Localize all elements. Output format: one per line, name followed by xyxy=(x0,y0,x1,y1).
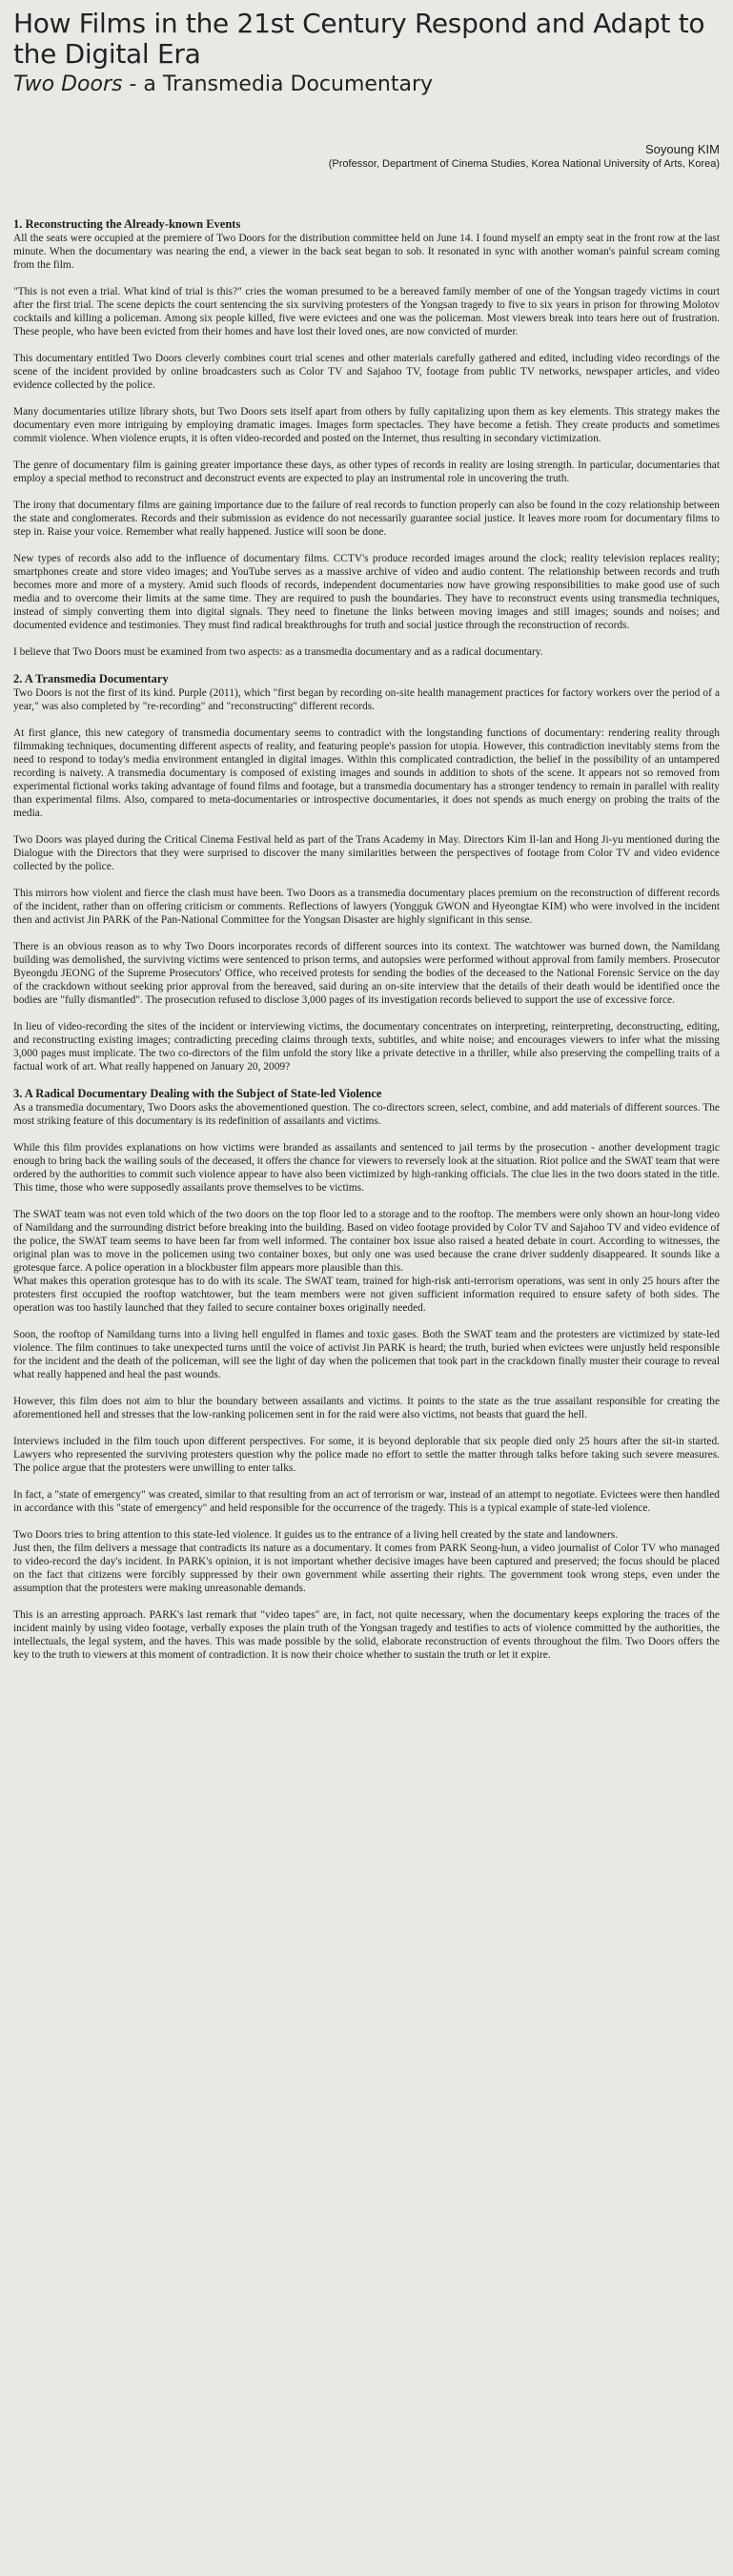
paragraph: New types of records also add to the influence of documentary films. CCTV's produce recorded images around the clock; reality television replaces reality; smartphones create and store video images; and YouTube serves as a massive archive of video and audio content. The relationship between records and truth becomes more and more of a mystery. Amid such floods of records, independent documentaries now have growing responsibilities to make good use of such media and to overcome their limits at the same time. They are required to push the boundaries. They have to reconstruct events using transmedia techniques, instead of simply converting them into digital signals. They need to finetune the links between moving images and still images; sounds and noises; and documented evidence and testimonies. They must find radical breakthroughs for truth and social justice through the reconstruction of records. xyxy=(13,553,720,631)
article-title: How Films in the 21st Century Respond and Adapt to the Digital Era xyxy=(13,8,705,70)
paragraph: The SWAT team was not even told which of the two doors on the top floor led to a storage and to the rooftop. The members were only shown an hour-long video of Namildang and the surrounding district before breaking into the building. Based on video footage provided by Color TV and Sajahoo TV and video evidence of the police, the SWAT team seems to have been far from well informed. The container box issue also raised a heated debate in court. According to witnesses, the original plan was to move in the policemen using two container boxes, but only one was used because the crane driver suddenly disappeared. It sounds like a grotesque farce. A police operation in a blockbuster film appears more plausible than this. xyxy=(13,1209,720,1274)
paragraph: Two Doors is not the first of its kind. Purple (2011), which "first began by recording on-site health management practices for factory workers over the period of a year," was also completed by "re-recording" and "reconstructing" different records. xyxy=(13,687,720,712)
paragraph: "This is not even a trial. What kind of trial is this?" cries the woman presumed to be a bereaved family member of one of the Yongsan tragedy victims in court after the first trial. The scene depicts the court sentencing the six surviving protesters of the Yongsan tragedy to five to six years in prison for throwing Molotov cocktails and killing a policeman. Among six people killed, five were evictees and one was the policeman. Most viewers break into tears here out of frustration. These people, who have been evicted from their homes and have lost their loved ones, are now convicted of murder. xyxy=(13,286,720,337)
paragraph: Two Doors tries to bring attention to this state-led violence. It guides us to the entrance of a living hell created by the state and landowners. xyxy=(13,1529,619,1541)
paragraph: This is an arresting approach. PARK's last remark that "video tapes" are, in fact, not quite necessary, when the documentary keeps exploring the traces of the incident mainly by using video footage, verbally exposes the plain truth of the Yongsan tragedy and testifies to acts of violence committed by the authorities, the intellectuals, the legal system, and the haves. This was made possible by the solid, elaborate reconstruction of events throughout the film. Two Doors offers the key to the truth to viewers at this moment of contradiction. It is now their choice whether to sustain the truth or let it expire. xyxy=(13,1609,720,1661)
paragraph: While this film provides explanations on how victims were branded as assailants and sentenced to jail terms by the prosecution - another development tragic enough to bring back the wailing souls of the deceased, it offers the chance for viewers to reversely look at the situation. Riot police and the SWAT team that were ordered by the authorities to commit such violence appear to have also been victimized by high-ranking officials. The clue lies in the two doors stated in the title. This time, those who were supposedly assailants prove themselves to be victims. xyxy=(13,1142,720,1194)
author-block xyxy=(13,141,720,172)
paragraph: In lieu of video-recording the sites of the incident or interviewing victims, the documentary concentrates on interpreting, reinterpreting, deconstructing, editing, and reconstructing existing images; contradicting preceding claims through texts, subtitles, and white noise; and encourages viewers to infer what the missing 3,000 pages must implicate. The two co-directors of the film unfold the story like a private detective in a thriller, while also preserving the compelling traits of a factual work of art. What really happened on January 20, 2009? xyxy=(13,1021,720,1073)
paragraph: At first glance, this new category of transmedia documentary seems to contradict with the longstanding functions of documentary: rendering reality through filmmaking techniques, documenting different aspects of reality, and featuring people's passion for utopia. However, this contradiction inevitably stems from the need to respond to today's media environment entangled in digital images. Within this complicated contradiction, the belief in the possibility of an untampered recording is naivety. A transmedia documentary is composed of existing images and sounds in addition to shots of the scene. It appears not so removed from experimental fictional works taking advantage of found films and footage, but a transmedia documentary has a stronger tendency to remain in parallel with reality than experimental films. Also, compared to meta-documentaries or introspective documentaries, it does not spends as much energy on probing the traits of the media. xyxy=(13,727,720,819)
paragraph: The genre of documentary film is gaining greater importance these days, as other types of records in reality are losing strength. In particular, documentaries that employ a special method to reconstruct and deconstruct events are expected to play an instrumental role in uncovering the truth. xyxy=(13,460,720,484)
section-heading: 3. A Radical Documentary Dealing with the Subject of State-led Violence xyxy=(13,1087,382,1100)
paragraph: However, this film does not aim to blur the boundary between assailants and victims. It points to the state as the true assailant responsible for creating the aforementioned hell and stresses that the low-ranking policemen sent in for the raid were also victims, not beasts that guard the hell. xyxy=(13,1396,720,1421)
paragraph: Interviews included in the film touch upon different perspectives. For some, it is beyond deplorable that six people died only 25 hours after the sit-in started. Lawyers who represented the surviving protesters question why the police made no effort to settle the matter through talks before taking such severe measures. The police argue that the protesters were unwilling to enter talks. xyxy=(13,1436,720,1474)
article-subtitle xyxy=(13,72,720,98)
paragraph: This mirrors how violent and fierce the clash must have been. Two Doors as a transmedia documentary places premium on the reconstruction of different records of the incident, rather than on offering criticism or comments. Reflections of lawyers (Yongguk GWON and Hyeongtae KIM) who were involved in the incident then and activist Jin PARK of the Pan-National Committee for the Yongsan Disaster are highly significant in this sense. xyxy=(13,888,720,926)
paragraph: What makes this operation grotesque has to do with its scale. The SWAT team, trained for high-risk anti-terrorism operations, was sent in only 25 hours after the protesters first occupied the rooftop watchtower, but the team members were not given sufficient information required to ensure safety of both sides. The operation was too hastily launched that they failed to secure container boxes originally needed. xyxy=(13,1276,720,1314)
paragraph: Two Doors was played during the Critical Cinema Festival held as part of the Trans Academy in May. Directors Kim Il-lan and Hong Ji-yu mentioned during the Dialogue with the Directors that they were surprised to discover the many similarities between the perspectives of footage from Color TV and video evidence collected by the police. xyxy=(13,834,720,872)
subtitle-film-name: Two Doors xyxy=(13,72,123,96)
paragraph: I believe that Two Doors must be examined from two aspects: as a transmedia documentary and as a radical documentary. xyxy=(13,646,543,658)
paragraph: There is an obvious reason as to why Two Doors incorporates records of different sources into its context. The watchtower was burned down, the Namildang building was demolished, the surviving victims were sentenced to prison terms, and autopsies were performed without approval from family members. Prosecutor Byeongdu JEONG of the Supreme Prosecutors' Office, who received protests for sending the bodies of the deceased to the National Forensic Service on the day of the crackdown without seeking prior approval from the bereaved, said during an on-site interview that the details of their death would be identified once the bodies are "fully dismantled". The prosecution refused to disclose 3,000 pages of its investigation records believed to support the use of excessive force. xyxy=(13,941,720,1006)
author-name: Soyoung KIM xyxy=(644,142,720,156)
paragraph: In fact, a "state of emergency" was created, similar to that resulting from an act of terrorism or war, instead of an attempt to negotiate. Evictees were then handled in accordance with this "state of emergency" and held responsible for the occurrence of the tragedy. This is a typical example of state-led violence. xyxy=(13,1489,720,1514)
paragraph: Just then, the film delivers a message that contradicts its nature as a documentary. It comes from PARK Seong-hun, a video journalist of Color TV who managed to video-record the day's incident. In PARK's opinion, it is not important whether decisive images have been captured and preserved; the focus should be placed on the fact that citizens were forcibly suppressed by their own government while asserting their rights. The government took wrong steps, even under the assumption that the protesters were making unreasonable demands. xyxy=(13,1543,720,1594)
section-heading: 2. A Transmedia Documentary xyxy=(13,672,169,685)
paragraph: As a transmedia documentary, Two Doors asks the abovementioned question. The co-directors screen, select, combine, and add materials of different sources. The most striking feature of this documentary is its redefinition of assailants and victims. xyxy=(13,1102,720,1127)
paragraph: Many documentaries utilize library shots, but Two Doors sets itself apart from others by fully capitalizing upon them as key elements. This strategy makes the documentary even more intriguing by employing dramatic images. Images form spectacles. They have become a fetish. They create products and sometimes commit violence. When violence erupts, it is often video-recorded and posted on the Internet, thus resulting in secondary victimization. xyxy=(13,406,720,444)
author-affiliation: (Professor, Department of Cinema Studies, Korea National University of Arts, Korea) xyxy=(328,158,720,170)
subtitle-text: - a Transmedia Documentary xyxy=(122,72,434,96)
section-heading: 1. Reconstructing the Already-known Events xyxy=(13,217,241,231)
paragraph: The irony that documentary films are gaining importance due to the failure of real records to function properly can also be found in the cozy relationship between the state and conglomerates. Records and their submission as evidence do not necessarily guarantee social justice. It leaves more room for documentary films to step in. Raise your voice. Remember what really happened. Justice will soon be done. xyxy=(13,500,720,538)
article-body xyxy=(13,217,720,1662)
paragraph: Soon, the rooftop of Namildang turns into a living hell engulfed in flames and toxic gases. Both the SWAT team and the protesters are victimized by state-led violence. The film continues to take unexpected turns until the voice of activist Jin PARK is heard; the truth, buried when evictees were unjustly held responsible for the incident and the death of the policeman, will see the light of day when the policemen that took part in the crackdown finally muster their courage to reveal what really happened and heal the past wounds. xyxy=(13,1329,720,1380)
paragraph: This documentary entitled Two Doors cleverly combines court trial scenes and other materials carefully gathered and edited, including video recordings of the scene of the incident provided by online broadcasters such as Color TV and Sajahoo TV, footage from public TV networks, newspaper articles, and video evidence collected by the police. xyxy=(13,353,720,391)
paragraph: All the seats were occupied at the premiere of Two Doors for the distribution committee held on June 14. I found myself an empty seat in the front row at the last minute. When the documentary was nearing the end, a viewer in the back seat began to sob. It resonated in sync with another woman's painful scream coming from the film. xyxy=(13,233,720,271)
